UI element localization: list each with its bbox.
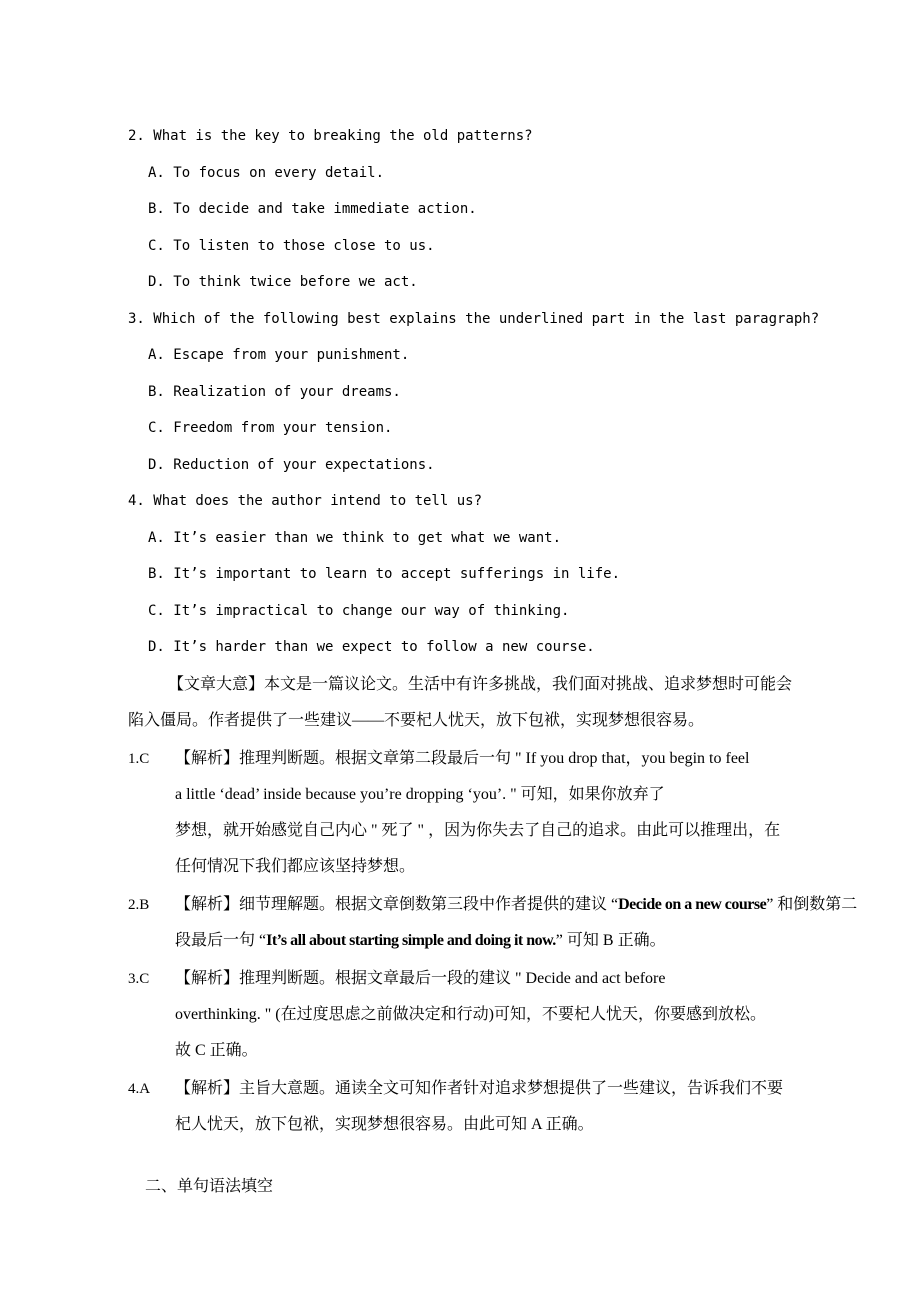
question-block-3: [128, 301, 870, 484]
question-text: 2. What is the key to breaking the old patterns?: [128, 128, 533, 144]
question-text: 4. What does the author intend to tell us?: [128, 493, 483, 509]
quoted-english: It’s all about starting simple and doing it now.: [266, 931, 556, 949]
option-b: B. Realization of your dreams.: [148, 383, 401, 400]
passage-summary: [128, 667, 870, 739]
option-b: B. It’s important to learn to accept sufferings in life.: [148, 566, 621, 582]
option-d: D. Reduction of your expectations.: [148, 456, 435, 473]
quoted-english: Decide on a new course: [618, 895, 767, 913]
answer-explanation: [175, 741, 870, 885]
explanation-line: 【解析】推理判断题。根据文章最后一段的建议 " Decide and act before: [175, 969, 666, 987]
question-block-2: [128, 118, 870, 301]
option-a: A. It’s easier than we think to get what we want.: [148, 529, 562, 546]
section-title: 二、单句语法填空: [145, 1177, 274, 1195]
explanation-run: 【解析】细节理解题。根据文章倒数第三段中作者提供的建议 “: [175, 895, 619, 913]
explanation-run: 段最后一句 “: [175, 931, 267, 949]
explanation-line: [175, 923, 870, 959]
explanation-line: 故 C 正确。: [175, 1041, 258, 1059]
option-a: A. Escape from your punishment.: [148, 347, 410, 363]
answer-number: 2.B: [128, 896, 150, 913]
explanation-line: 梦想，就开始感觉自己内心 " 死了 " ，因为你失去了自己的追求。由此可以推理出，在: [175, 821, 781, 839]
explanation-line: [175, 887, 870, 923]
explanation-line: overthinking. " (在过度思虑之前做决定和行动)可知，不要杞人忧天，你要感到放松。: [175, 1005, 766, 1023]
answer-explanation: [175, 961, 870, 1069]
answer-item-1: [128, 741, 870, 885]
option-d: D. It’s harder than we expect to follow a new course.: [148, 639, 595, 655]
summary-line: 陷入僵局。作者提供了一些建议——不要杞人忧天，放下包袱，实现梦想很容易。: [128, 711, 705, 729]
explanation-line: 【解析】主旨大意题。通读全文可知作者针对追求梦想提供了一些建议，告诉我们不要: [175, 1079, 784, 1097]
option-c: C. It’s impractical to change our way of thinking.: [148, 602, 570, 619]
explanation-run: ” 和倒数第二: [766, 895, 858, 913]
question-block-4: [128, 483, 870, 666]
option-c: C. Freedom from your tension.: [148, 420, 393, 436]
option-a: A. To focus on every detail.: [148, 164, 385, 181]
answer-item-4: [128, 1071, 870, 1143]
answer-explanation: [175, 887, 870, 959]
option-c: C. To listen to those close to us.: [148, 237, 435, 254]
answer-number: 3.C: [128, 970, 150, 987]
answer-number: 4.A: [128, 1080, 151, 1097]
answer-explanation: [175, 1071, 870, 1143]
option-d: D. To think twice before we act.: [148, 274, 418, 290]
option-b: B. To decide and take immediate action.: [148, 201, 477, 217]
answer-number: 1.C: [128, 750, 150, 767]
answer-item-2: [128, 887, 870, 959]
question-text: 3. Which of the following best explains the underlined part in the last paragraph?: [128, 310, 820, 327]
answer-item-3: [128, 961, 870, 1069]
explanation-line: 杞人忧天，放下包袱，实现梦想很容易。由此可知 A 正确。: [175, 1115, 594, 1133]
explanation-line: 任何情况下我们都应该坚持梦想。: [175, 857, 416, 875]
explanation-line: a little ‘dead’ inside because you’re dropping ‘you’. " 可知，如果你放弃了: [175, 785, 665, 803]
summary-line: 【文章大意】本文是一篇议论文。生活中有许多挑战，我们面对挑战、追求梦想时可能会: [168, 675, 793, 693]
explanation-line: 【解析】推理判断题。根据文章第二段最后一句 " If you drop that，you begin to feel: [175, 749, 750, 767]
explanation-run: ” 可知 B 正确。: [555, 931, 666, 949]
